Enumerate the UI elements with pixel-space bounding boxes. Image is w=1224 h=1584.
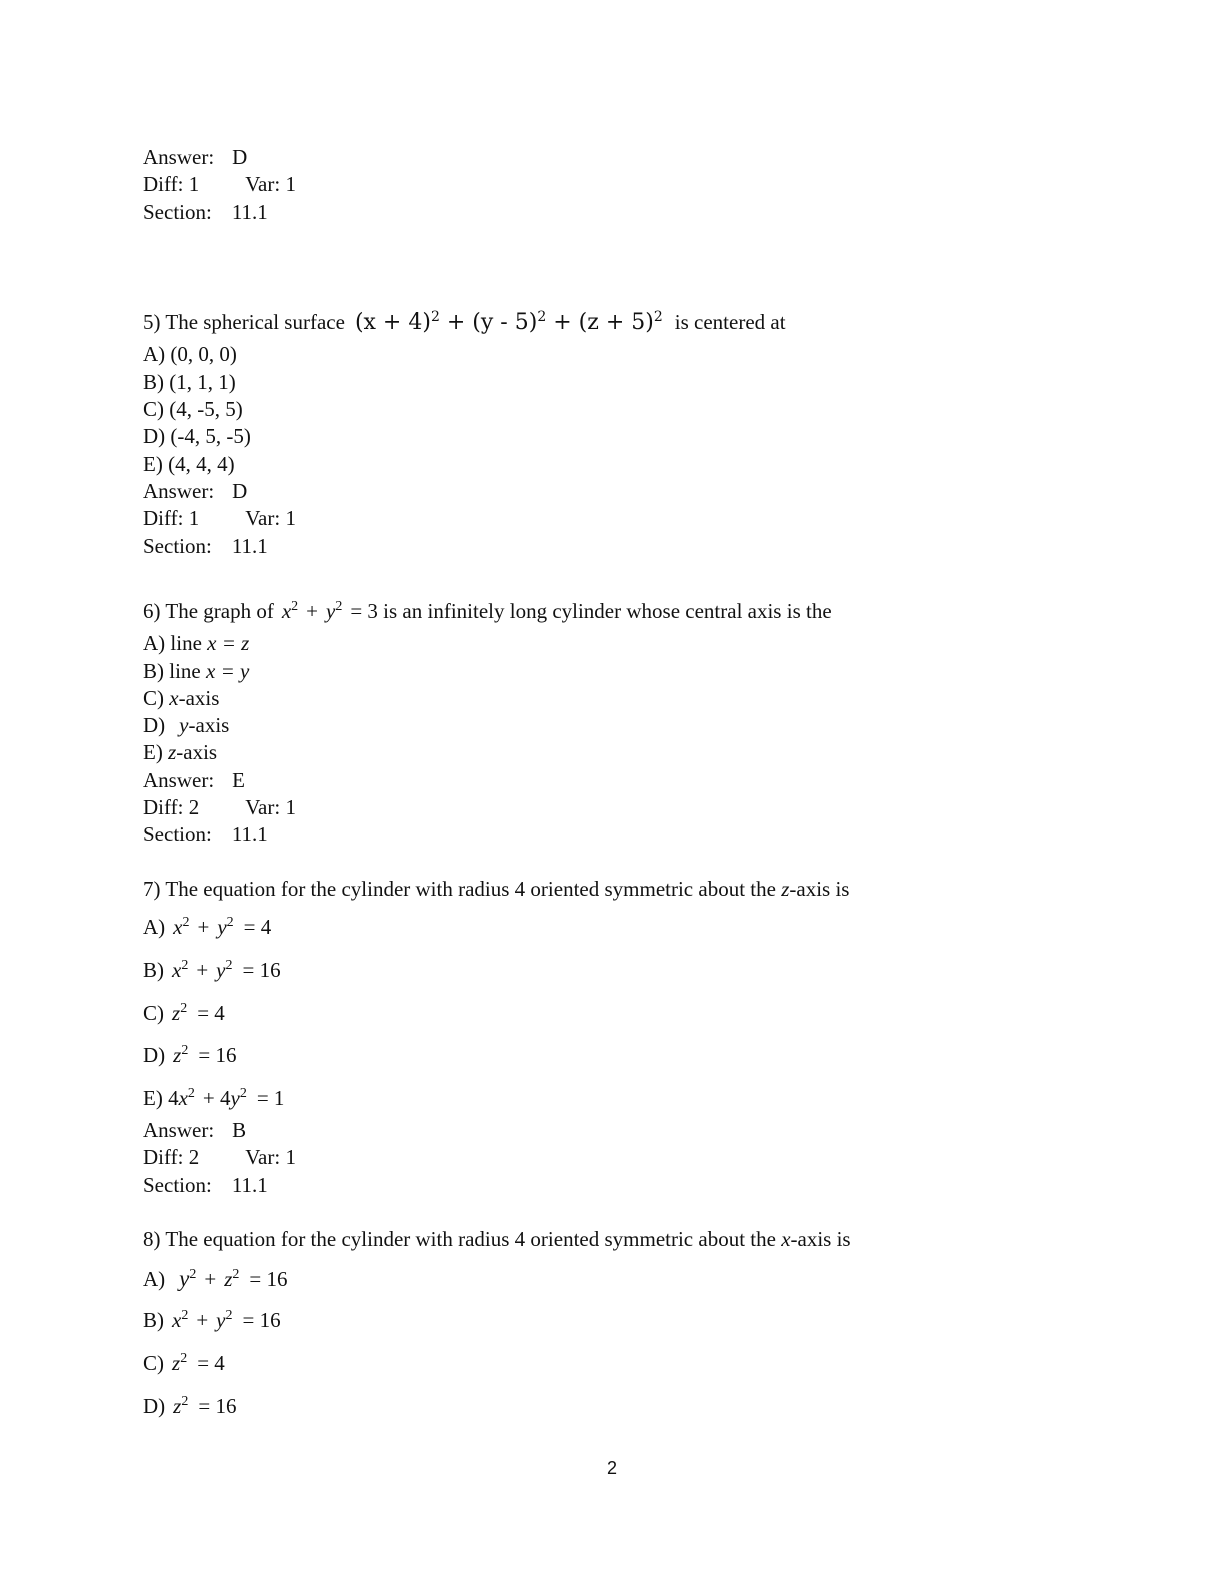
section-value: 11.1 (231, 822, 268, 846)
question-text-end: = 3 is an infinitely long cylinder whose central axis is the (350, 599, 832, 623)
math-var-y: y (217, 915, 227, 939)
answer-label: Answer: (143, 1118, 215, 1142)
math-var-z: z (173, 1043, 182, 1067)
exponent: 2 (181, 1043, 189, 1058)
axis-var: x (781, 1227, 791, 1251)
section-label: Section: (143, 534, 212, 558)
option-text: -axis (178, 686, 220, 710)
option-rhs: = 1 (256, 1086, 285, 1110)
math-var-x: x (173, 915, 183, 939)
term-3: (z + 5) (578, 310, 654, 335)
option-a: A) (0, 0, 0) (143, 342, 237, 366)
option-e: E) (4, 4, 4) (143, 452, 235, 476)
exponent: 2 (225, 1308, 233, 1323)
option-label: D) (143, 713, 166, 737)
question-5-stem (143, 309, 786, 335)
plus-sign: + (196, 1308, 209, 1332)
option-label: D) (143, 1394, 166, 1418)
diff-label: Diff: 1 (143, 172, 200, 196)
answer-value: D (232, 145, 248, 169)
option-rhs: = 4 (197, 1001, 225, 1025)
question-text: 7) The equation for the cylinder with radius 4 oriented symmetric about the (143, 877, 776, 901)
section-line (143, 536, 268, 557)
option-rhs: = 4 (243, 915, 272, 939)
option-rhs: = 16 (242, 958, 281, 982)
option-a (143, 633, 249, 654)
diff-label: Diff: 1 (143, 506, 200, 530)
option-d (143, 715, 229, 736)
option-c: C) (4, -5, 5) (143, 397, 243, 421)
option-b (143, 960, 281, 981)
exponent: 2 (430, 309, 440, 325)
option-label: A) (143, 915, 166, 939)
option-text: -axis (176, 740, 218, 764)
option-rhs: = 16 (198, 1043, 237, 1067)
option-math: x = y (206, 659, 250, 683)
section-line-prev (143, 202, 268, 223)
exponent: 2 (537, 309, 547, 325)
diff-label: Diff: 2 (143, 1145, 200, 1169)
option-label: A) (143, 1267, 166, 1291)
sphere-equation (355, 310, 663, 335)
option-a (143, 917, 271, 938)
option-label: C) (143, 1001, 164, 1025)
option-label: B) line (143, 659, 201, 683)
answer-line (143, 1120, 246, 1141)
question-text: 8) The equation for the cylinder with radius 4 oriented symmetric about the (143, 1227, 776, 1251)
exponent: 2 (291, 599, 299, 614)
question-text: 5) The spherical surface (143, 310, 345, 334)
math-var-y: y (216, 1308, 226, 1332)
diff-line-prev (143, 174, 296, 195)
exponent: 2 (653, 309, 663, 325)
section-value: 11.1 (231, 1173, 268, 1197)
option-a (143, 1267, 288, 1290)
exponent: 2 (181, 958, 189, 973)
math-var-x: x (172, 1308, 182, 1332)
question-text: 6) The graph of (143, 599, 274, 623)
option-d (143, 1396, 236, 1417)
diff-line (143, 508, 296, 529)
term-1: (x + 4) (354, 310, 431, 335)
exponent: 2 (232, 1267, 240, 1282)
exponent: 2 (181, 1308, 189, 1323)
section-label: Section: (143, 822, 212, 846)
plus-sign: + (553, 310, 572, 335)
math-var-y: y (230, 1086, 240, 1110)
exponent: 2 (239, 1086, 247, 1101)
page-number: 2 (606, 1458, 617, 1478)
answer-line-prev (143, 147, 247, 168)
option-label: E) (143, 740, 163, 764)
option-var: z (168, 740, 177, 764)
option-label: B) (143, 1308, 164, 1332)
option-rhs: = 16 (198, 1394, 237, 1418)
diff-line (143, 797, 296, 818)
answer-value: B (232, 1118, 247, 1142)
answer-line (143, 481, 247, 502)
option-text: -axis (188, 713, 230, 737)
option-label: C) (143, 1351, 164, 1375)
option-label: A) line (143, 631, 202, 655)
exponent: 2 (180, 1351, 188, 1366)
math-var-x: x (172, 958, 182, 982)
exponent: 2 (181, 1394, 189, 1409)
option-d: D) (-4, 5, -5) (143, 424, 251, 448)
option-label: C) (143, 686, 164, 710)
question-7-stem (143, 879, 849, 900)
question-6-stem (143, 601, 832, 622)
exponent: 2 (226, 915, 234, 930)
option-math: x = z (207, 631, 250, 655)
option-d (143, 1045, 236, 1066)
option-mid: + 4 (202, 1086, 231, 1110)
option-rhs: = 16 (242, 1308, 281, 1332)
var-label: Var: 1 (245, 1145, 296, 1169)
axis-var: z (781, 877, 790, 901)
question-text-end: -axis is (789, 877, 850, 901)
option-rhs: = 4 (197, 1351, 225, 1375)
math-var-z: z (173, 1394, 182, 1418)
math-var-z: z (172, 1001, 181, 1025)
section-label: Section: (143, 200, 212, 224)
option-label: D) (143, 1043, 166, 1067)
term-2: (y - 5) (472, 310, 538, 335)
exponent: 2 (187, 1086, 195, 1101)
option-e (143, 1088, 284, 1109)
exponent: 2 (189, 1267, 197, 1282)
plus-sign: + (204, 1267, 217, 1291)
diff-label: Diff: 2 (143, 795, 200, 819)
exponent: 2 (335, 599, 343, 614)
option-b (143, 1310, 281, 1331)
section-label: Section: (143, 1173, 212, 1197)
option-c (143, 688, 219, 709)
answer-label: Answer: (143, 145, 215, 169)
math-var-y: y (216, 958, 226, 982)
plus-sign: + (196, 958, 209, 982)
var-label: Var: 1 (245, 795, 296, 819)
option-c (143, 1003, 225, 1024)
answer-value: D (232, 479, 248, 503)
math-var-x: x (178, 1086, 188, 1110)
option-c (143, 1353, 225, 1374)
exponent: 2 (182, 915, 190, 930)
plus-sign: + (197, 915, 210, 939)
option-b: B) (1, 1, 1) (143, 370, 236, 394)
option-e (143, 742, 217, 763)
math-var-y: y (326, 599, 336, 623)
math-var-z: z (224, 1267, 233, 1291)
question-text-end: -axis is (790, 1227, 851, 1251)
answer-label: Answer: (143, 479, 215, 503)
math-var-y: y (179, 1266, 190, 1291)
exponent: 2 (225, 958, 233, 973)
answer-line (143, 770, 245, 791)
var-label: Var: 1 (245, 506, 296, 530)
plus-sign: + (446, 310, 466, 335)
answer-label: Answer: (143, 768, 215, 792)
math-var-x: x (281, 599, 292, 623)
option-label: E) 4 (143, 1086, 179, 1110)
option-var: y (179, 713, 189, 737)
question-text-end: is centered at (674, 310, 786, 334)
answer-value: E (232, 768, 245, 792)
option-var: x (169, 686, 179, 710)
section-line (143, 824, 268, 845)
option-rhs: = 16 (249, 1267, 288, 1291)
option-b (143, 661, 249, 682)
question-8-stem (143, 1229, 851, 1250)
var-label: Var: 1 (245, 172, 296, 196)
plus-sign: + (306, 599, 318, 623)
diff-line (143, 1147, 296, 1168)
section-value: 11.1 (231, 200, 268, 224)
option-label: B) (143, 958, 164, 982)
exponent: 2 (180, 1001, 188, 1016)
math-var-z: z (172, 1351, 181, 1375)
section-line (143, 1175, 268, 1196)
section-value: 11.1 (231, 534, 268, 558)
